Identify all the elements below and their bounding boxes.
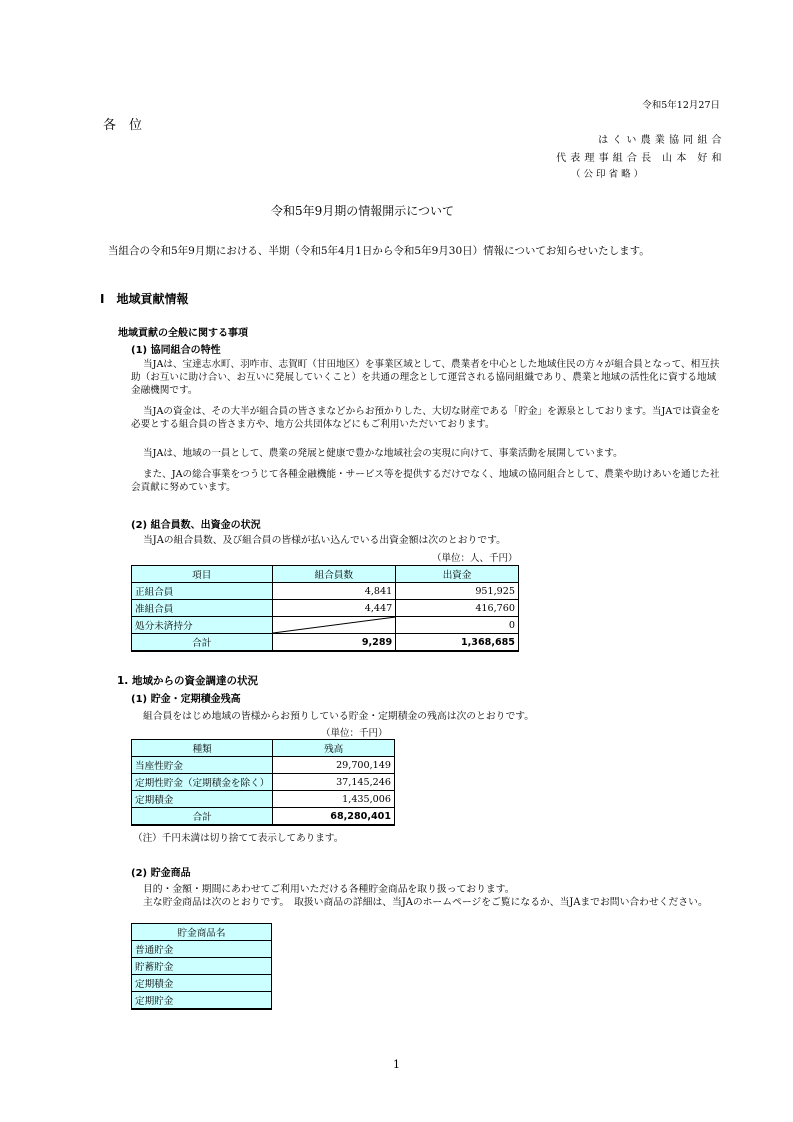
table-row [132,774,395,791]
table-header-row [132,740,395,757]
row-label: 当座性貯金 [132,757,273,774]
issue-date: 令和5年12月27日 [642,100,720,111]
deposit-balance-description: 組合員をはじめ地域の皆様からお預りしている貯金・定期積金の残高は次のとおりです。 [143,711,535,722]
column-header-product-name: 貯金商品名 [132,924,272,941]
section-heading-regional-contribution: Ⅰ 地域貢献情報 [100,292,189,306]
members-capital-description: 当JAの組合員数、及び組合員の皆様が払い込んでいる出資金額は次のとおりです。 [143,535,506,546]
cell-value: 416,760 [396,600,519,617]
cell-value: 951,925 [396,583,519,600]
product-name: 定期積金 [132,975,272,992]
document-title: 令和5年9月期の情報開示について [271,204,455,218]
table-row [132,992,272,1010]
table-row [132,600,519,617]
total-value: 1,368,685 [396,634,519,652]
paragraph-cooperative-area: 当JAは、宝達志水町、羽咋市、志賀町（甘田地区）を事業区域として、農業者を中心とした地域住民の方々が組合員となって、相互扶助（お互いに助け合い、お互いに発展していくこと）を共通の理念として運営される協同組織であり、農業と地域の活性化に資する地域金融機関です。 [131,359,720,396]
column-header-type: 種類 [132,740,273,757]
table-header-row [132,566,519,583]
table-row [132,958,272,975]
members-capital-table [131,565,519,652]
cell-value: 29,700,149 [273,757,395,774]
column-header-item: 項目 [132,566,273,583]
organization-name: は く い 農 業 協 同 組 合 [598,135,722,146]
intro-text: 当組合の令和5年9月期における、半期（令和5年4月1日から令和5年9月30日）情報についてお知らせいたします。 [108,245,650,257]
deposit-products-table [131,923,272,1010]
cell-value: 0 [396,617,519,634]
total-value: 68,280,401 [273,808,395,826]
total-label: 合計 [132,634,273,652]
item-heading-members-capital: (2) 組合員数、出資金の状況 [131,520,261,531]
table-row [132,617,519,634]
deposit-balance-table [131,739,395,826]
table-row [132,583,519,600]
column-header-member-count: 組合員数 [272,566,396,583]
column-header-balance: 残高 [273,740,395,757]
page-number: 1 [393,1058,400,1071]
item-heading-cooperative-features: (1) 協同組合の特性 [131,345,221,356]
paragraph-community-member: 当JAは、地域の一員として、農業の発展と健康で豊かな地域社会の実現に向けて、事業活動を展開しています。 [143,448,623,459]
row-label: 定期積金 [132,791,273,808]
section-heading-fund-raising: 1. 地域からの資金調達の状況 [117,675,258,687]
total-value: 9,289 [272,634,396,652]
addressee: 各 位 [103,118,143,133]
representative-name: 代 表 理 事 組 合 長 山 本 好 和 [556,153,722,164]
item-heading-deposit-balance: (1) 貯金・定期積金残高 [131,694,241,705]
members-table-unit: （単位：人、千円） [432,553,518,564]
deposit-table-unit: （単位：千円） [321,728,388,739]
table-total-row [132,808,395,826]
deposit-products-detail: 主な貯金商品は次のとおりです。 取扱い商品の詳細は、当JAのホームページをご覧になるか、当JAまでお問い合わせください。 [143,897,708,908]
cell-value: 4,841 [272,583,396,600]
table-row [132,757,395,774]
deposit-products-description: 目的・金額・期間にあわせてご利用いただける各種貯金商品を取り扱っております。 [143,884,515,895]
item-heading-deposit-products: (2) 貯金商品 [131,868,191,879]
column-header-capital: 出資金 [396,566,519,583]
row-label: 定期性貯金（定期積金を除く） [132,774,273,791]
table-row [132,941,272,958]
rounding-note: （注）千円未満は切り捨てて表示してあります。 [133,833,344,844]
product-name: 普通貯金 [132,941,272,958]
total-label: 合計 [132,808,273,826]
paragraph-funds-source: 当JAの資金は、その大半が組合員の皆さまなどからお預かりした、大切な財産である「貯金」を源泉としております。当JAでは資金を必要とする組合員の皆さま方や、地方公共団体などにもご利用いただいております。 [131,406,721,430]
row-label: 処分未済持分 [132,617,273,634]
subsection-heading: 地域貢献の全般に関する事項 [118,328,248,339]
row-label: 准組合員 [132,600,273,617]
product-name: 貯蓄貯金 [132,958,272,975]
diagonal-empty-cell [272,617,396,634]
seal-omitted-note: （ 公 印 省 略 ） [571,169,644,180]
table-header-row [132,924,272,941]
product-name: 定期貯金 [132,992,272,1010]
table-row [132,791,395,808]
cell-value: 1,435,006 [273,791,395,808]
row-label: 正組合員 [132,583,273,600]
table-row [132,975,272,992]
table-total-row [132,634,519,652]
diagonal-line [273,617,396,633]
paragraph-social-contribution: また、JAの総合事業をつうじて各種金融機能・サービス等を提供するだけでなく、地域の協同組合として、農業や助けあいを通じた社会貢献に努めています。 [131,469,720,493]
cell-value: 37,145,246 [273,774,395,791]
cell-value: 4,447 [272,600,396,617]
